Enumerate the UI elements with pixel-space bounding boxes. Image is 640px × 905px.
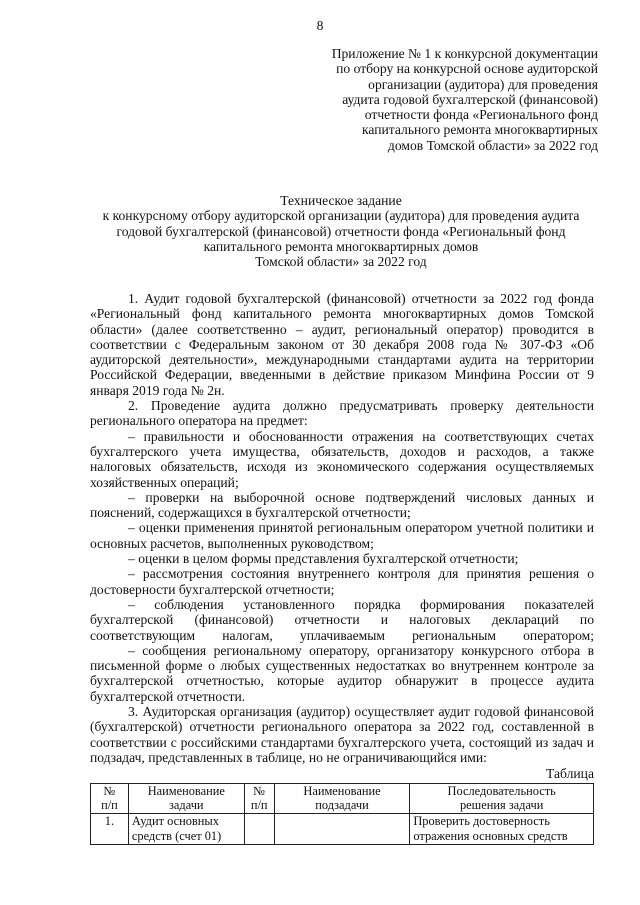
row-num: 1. <box>91 814 129 845</box>
appendix-line: домов Томской области» за 2022 год <box>387 137 598 153</box>
list-item: – оценки в целом формы представления бухгалтерской отчетности; <box>128 551 519 567</box>
title-line: к конкурсному отбору аудиторской организации (аудитора) для проведения аудита <box>102 208 580 224</box>
list-item: – рассмотрения состояния внутреннего контроля для принятия решения о достоверности бухгалтерской отчетности; <box>90 566 594 597</box>
document-title <box>88 193 594 269</box>
table-row <box>91 814 594 845</box>
list-item: – оценки применения принятой региональным оператором учетной политики и основных расчетов, выполненных руководством; <box>90 520 594 551</box>
title-line: Техническое задание <box>280 193 402 208</box>
appendix-line: отчетности фонда «Регионального фонд <box>364 107 598 123</box>
row-task-name: Аудит основных средств (счет 01) <box>128 814 244 845</box>
title-line: годовой бухгалтерской (финансовой) отчетности фонда «Региональный фонд <box>116 223 566 239</box>
title-line: Томской области» за 2022 год <box>255 254 427 270</box>
appendix-line: аудита годовой бухгалтерской (финансовой) <box>342 91 598 107</box>
title-line: капитального ремонта многоквартирных домов <box>203 238 479 254</box>
header-num: № п/п <box>91 783 129 814</box>
header-sequence: Последовательность решения задачи <box>410 783 594 814</box>
paragraph-2: 2. Проведение аудита должно предусматривать проверку деятельности регионального оператора на предмет: <box>90 398 594 429</box>
appendix-line: по отбору на конкурсной основе аудиторской <box>336 61 598 77</box>
appendix-line: организации (аудитора) для проведения <box>368 76 598 92</box>
list-item: – соблюдения установленного порядка формирования показателей бухгалтерской (финансовой) отчетности и налоговых деклараций по соответствующим налогам, уплачиваемым региональным оператором; <box>90 596 594 643</box>
list-item: – правильности и обоснованности отражения на соответствующих счетах бухгалтерского учета имущества, обязательств, доходов и расходов, а также налоговых обязательств, исходя из экономического содержания осуществляемых хозяйственных операций; <box>90 428 594 490</box>
appendix-line: Приложение № 1 к конкурсной документации <box>331 46 598 61</box>
row-sub-num <box>244 814 274 845</box>
list-item: – проверки на выборочной основе подтверждений числовых данных и пояснений, содержащихся в бухгалтерской отчетности; <box>90 489 594 521</box>
table-header-row <box>91 783 594 814</box>
header-subtask-name: Наименование подзадачи <box>274 783 410 814</box>
row-subtask-name <box>274 814 410 845</box>
list-item: – сообщения региональному оператору, организатору конкурсного отбора в письменной форме о любых существенных недостатках во внутреннем контроле за бухгалтерской отчетностью, которые аудитор обнаружит в процессе аудита бухгалтерской отчетности. <box>90 642 594 704</box>
page-number: 8 <box>316 18 324 33</box>
tasks-table <box>90 783 594 845</box>
row-sequence: Проверить достоверность отражения основных средств <box>410 814 594 845</box>
appendix-heading <box>298 46 598 153</box>
document-body <box>90 291 594 845</box>
header-task-name: Наименование задачи <box>128 783 244 814</box>
appendix-line: капитального ремонта многоквартирных <box>361 122 598 138</box>
table-caption: Таблица <box>546 766 594 782</box>
paragraph-1: 1. Аудит годовой бухгалтерской (финансовой) отчетности за 2022 год фонда «Региональный фонд капитального ремонта многоквартирных домов Томской области» (далее соответственно – аудит, региональный оператор) проводится в соответствии с Федеральным законом от 30 декабря 2008 года № 307-ФЗ «Об аудиторской деятельности», международными стандартами аудита на территории Российской Федерации, введенными в действие приказом Минфина России от 9 января 2019 года № 2н. <box>90 291 594 398</box>
header-sub-num: № п/п <box>244 783 274 814</box>
paragraph-3: 3. Аудиторская организация (аудитор) осуществляет аудит годовой финансовой (бухгалтерской) отчетности регионального оператора за 2022 год, составленной в соответствии с российскими стандартами бухгалтерского учета, состоящий из задач и подзадач, представленных в таблице, но не ограничивающийся ими: <box>90 704 594 765</box>
